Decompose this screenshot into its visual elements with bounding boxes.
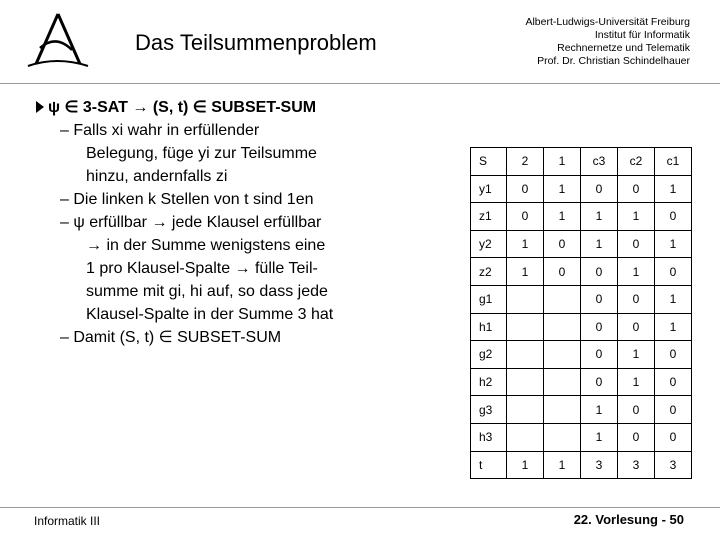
table-row [471,423,692,451]
table-cell: 2 [507,148,544,176]
table-cell: 0 [618,423,655,451]
table-cell: 3 [581,451,618,479]
table-cell: h1 [471,313,507,341]
table-cell: z2 [471,258,507,286]
table-cell: 1 [544,203,581,231]
table-cell: 1 [618,258,655,286]
table-cell: 0 [581,285,618,313]
main-bullet-text: ψ ∈ 3-SAT → (S, t) ∈ SUBSET-SUM [48,99,317,116]
table-cell: 0 [655,258,692,286]
header-divider [0,83,720,84]
table-cell [544,285,581,313]
table-cell: 0 [618,313,655,341]
table-cell: 0 [544,258,581,286]
table-cell: 0 [581,341,618,369]
sub-bullet [50,119,436,188]
table-row [471,451,692,479]
table-cell: 0 [655,423,692,451]
table-cell: c2 [618,148,655,176]
sub-bullet-line: → in der Summe wenigstens eine [86,237,326,254]
slide-title: Das Teilsummenproblem [135,30,377,55]
table-cell: g3 [471,396,507,424]
table-cell: 1 [507,451,544,479]
table-cell: S [471,148,507,176]
table-cell: h2 [471,368,507,396]
sub-bullet-line: 1 pro Klausel-Spalte → fülle Teil- [86,260,318,277]
table-cell: 0 [618,396,655,424]
institution-line: Prof. Dr. Christian Schindelhauer [537,55,690,67]
table-cell [507,285,544,313]
table-cell [544,423,581,451]
institution-line: Institut für Informatik [594,29,690,41]
table-row [471,285,692,313]
sub-bullet-line: Klausel-Spalte in der Summe 3 hat [86,306,334,323]
sub-bullet-line: – ψ erfüllbar → jede Klausel erfüllbar [60,214,322,231]
table-cell: 3 [618,451,655,479]
table-cell: 0 [655,368,692,396]
arrow-bullet-icon [36,101,44,113]
main-bullet [36,96,436,119]
table-cell: 0 [581,175,618,203]
footer-course: Informatik III [34,514,101,528]
table-row [471,258,692,286]
table-cell: 1 [581,396,618,424]
institution-line: Albert-Ludwigs-Universität Freiburg [525,16,690,28]
table-cell [544,341,581,369]
table-cell: 1 [618,203,655,231]
slide-body [36,96,436,349]
sub-bullet [50,188,436,211]
table-cell: 0 [618,285,655,313]
table-cell [544,396,581,424]
table-cell: y2 [471,230,507,258]
institution-block [525,16,690,68]
table-header-row [471,148,692,176]
table-cell [507,396,544,424]
table-cell [544,313,581,341]
table-row [471,341,692,369]
table-cell: z1 [471,203,507,231]
table-cell: 1 [655,285,692,313]
table-cell: 0 [581,313,618,341]
university-logo-icon [22,10,92,70]
footer-divider [0,507,720,508]
table-cell: 0 [581,258,618,286]
table-cell: c1 [655,148,692,176]
table-cell [544,368,581,396]
sub-bullet-line: – Die linken k Stellen von t sind 1en [60,191,314,208]
table-cell: 3 [655,451,692,479]
sub-bullet-line: summe mit gi, hi auf, so dass jede [86,283,328,300]
table-row [471,368,692,396]
table-cell: y1 [471,175,507,203]
table-cell: g2 [471,341,507,369]
table-cell: 0 [507,203,544,231]
table-cell: 0 [618,175,655,203]
table-cell: 1 [507,230,544,258]
table-cell: 1 [655,175,692,203]
table-cell: 0 [655,396,692,424]
table-row [471,175,692,203]
footer-slide-number: 22. Vorlesung - 50 [573,512,684,527]
table-cell: 1 [544,175,581,203]
table-row [471,396,692,424]
sub-bullet-line: hinzu, andernfalls zi [86,168,228,185]
table-cell: 1 [618,341,655,369]
table-cell: 0 [544,230,581,258]
table-row [471,230,692,258]
table-cell: 1 [655,313,692,341]
table-cell: 1 [544,451,581,479]
table-cell: 0 [655,203,692,231]
sub-bullet-line: – Damit (S, t) ∈ SUBSET-SUM [60,329,282,346]
table-cell: 0 [618,230,655,258]
table-cell: 1 [544,148,581,176]
table-cell: c3 [581,148,618,176]
table-cell [507,423,544,451]
table-cell: t [471,451,507,479]
table-cell: 1 [507,258,544,286]
table-cell: 1 [581,423,618,451]
table-row [471,203,692,231]
sub-bullet-line: Belegung, füge yi zur Teilsumme [86,145,317,162]
subset-sum-table [470,147,692,479]
table-cell: g1 [471,285,507,313]
table-cell: 1 [581,230,618,258]
sub-bullet-line: – Falls xi wahr in erfüllender [60,122,260,139]
sub-bullet [50,211,436,326]
table-row [471,313,692,341]
institution-line: Rechnernetze und Telematik [557,42,690,54]
table-cell: 0 [581,368,618,396]
table-cell: 1 [581,203,618,231]
table-cell [507,313,544,341]
table-cell: 0 [655,341,692,369]
table-cell: h3 [471,423,507,451]
table-cell: 0 [507,175,544,203]
sub-bullet [50,326,436,349]
table-cell: 1 [618,368,655,396]
table-cell [507,368,544,396]
table-cell [507,341,544,369]
table-cell: 1 [655,230,692,258]
